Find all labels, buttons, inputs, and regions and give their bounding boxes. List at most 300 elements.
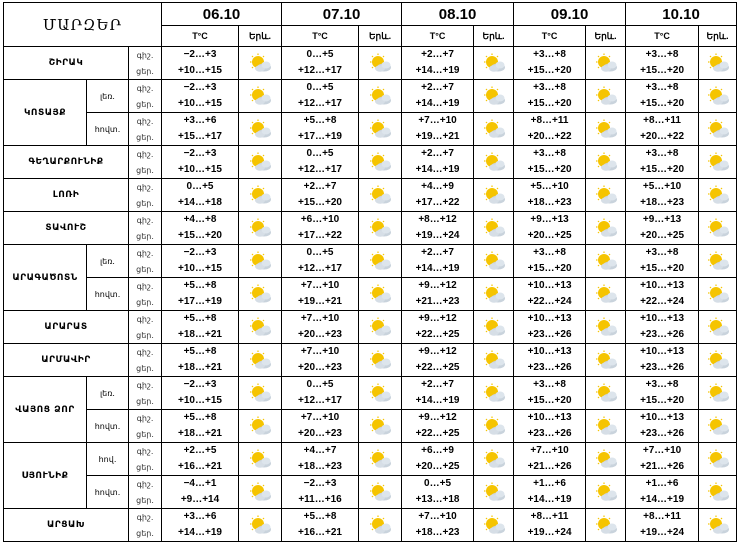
sun-behind-cloud-icon [705, 350, 731, 370]
sun-behind-cloud-icon [247, 86, 273, 106]
region-name: ԱՐԱԳԱԾՈՏՆ [4, 245, 87, 311]
night-temperature: +2…+7 [282, 179, 359, 196]
day-temperature: +10…+15 [162, 261, 239, 278]
day-temperature: +14…+19 [626, 492, 699, 509]
night-temperature: +7…+10 [626, 443, 699, 460]
day-temperature: +23…+26 [514, 360, 586, 377]
sun-behind-cloud-icon [367, 218, 393, 238]
night-label: գիշ. [129, 377, 162, 394]
day-temperature: +23…+26 [626, 426, 699, 443]
weather-icon-cell [359, 278, 402, 311]
sun-behind-cloud-icon [481, 482, 507, 502]
day-temperature: +14…+19 [402, 96, 474, 113]
night-temperature: −2…+3 [162, 245, 239, 262]
weather-icon-cell [699, 278, 737, 311]
date-header: 06.10 [162, 3, 282, 26]
sun-behind-cloud-icon [593, 119, 619, 139]
sun-behind-cloud-icon [593, 218, 619, 238]
sun-behind-cloud-icon [705, 482, 731, 502]
weather-icon-cell [474, 212, 514, 245]
sun-behind-cloud-icon [481, 515, 507, 535]
night-temperature: 0…+5 [282, 47, 359, 64]
sun-behind-cloud-icon [367, 350, 393, 370]
night-temperature: +10…+13 [514, 344, 586, 361]
night-temperature: +5…+8 [162, 410, 239, 427]
weather-icon-cell [359, 377, 402, 410]
day-label: ցեր. [129, 393, 162, 410]
temperature-column-header: T°C [626, 26, 699, 47]
weather-icon-cell [586, 113, 626, 146]
regions-header: ՄԱՐԶԵՐ [4, 3, 162, 47]
day-temperature: +15…+17 [162, 129, 239, 146]
day-temperature: +15…+20 [626, 162, 699, 179]
night-temperature: +8…+12 [402, 212, 474, 229]
night-temperature: +5…+8 [162, 278, 239, 295]
night-temperature: +5…+10 [626, 179, 699, 196]
day-temperature: +10…+15 [162, 63, 239, 80]
subregion-label: լեռ. [87, 245, 129, 278]
day-temperature: +12…+17 [282, 96, 359, 113]
day-label: ցեր. [129, 525, 162, 542]
night-temperature: +9…+12 [402, 311, 474, 328]
weather-icon-cell [239, 146, 282, 179]
day-temperature: +23…+26 [514, 327, 586, 344]
weather-icon-cell [359, 410, 402, 443]
night-temperature: +4…+8 [162, 212, 239, 229]
sun-behind-cloud-icon [481, 218, 507, 238]
day-temperature: +19…+24 [626, 525, 699, 542]
weather-icon-cell [586, 476, 626, 509]
night-temperature: 0…+5 [402, 476, 474, 493]
night-temperature: +8…+11 [514, 509, 586, 526]
sun-behind-cloud-icon [481, 449, 507, 469]
night-temperature: +5…+10 [514, 179, 586, 196]
subregion-label: հովտ. [87, 278, 129, 311]
night-temperature: +2…+5 [162, 443, 239, 460]
sun-behind-cloud-icon [593, 482, 619, 502]
sun-behind-cloud-icon [367, 53, 393, 73]
yerevan-icon-column-header: Երև. [239, 26, 282, 47]
night-temperature: 0…+5 [162, 179, 239, 196]
temperature-column-header: T°C [514, 26, 586, 47]
day-temperature: +12…+17 [282, 261, 359, 278]
night-temperature: +3…+8 [626, 377, 699, 394]
weather-icon-cell [359, 443, 402, 476]
night-temperature: +10…+13 [514, 410, 586, 427]
weather-icon-cell [699, 509, 737, 542]
day-temperature: +20…+22 [626, 129, 699, 146]
weather-icon-cell [239, 476, 282, 509]
sun-behind-cloud-icon [247, 284, 273, 304]
day-temperature: +11…+16 [282, 492, 359, 509]
night-temperature: +9…+12 [402, 410, 474, 427]
subregion-label: լեռ. [87, 80, 129, 113]
weather-icon-cell [239, 311, 282, 344]
night-temperature: +3…+6 [162, 113, 239, 130]
sun-behind-cloud-icon [593, 152, 619, 172]
day-label: ցեր. [129, 228, 162, 245]
weather-icon-cell [586, 80, 626, 113]
sun-behind-cloud-icon [481, 251, 507, 271]
subregion-label: հովտ. [87, 476, 129, 509]
temperature-column-header: T°C [282, 26, 359, 47]
day-temperature: +18…+23 [514, 195, 586, 212]
weather-icon-cell [359, 179, 402, 212]
day-temperature: +18…+23 [402, 525, 474, 542]
day-temperature: +17…+22 [282, 228, 359, 245]
weather-icon-cell [699, 47, 737, 80]
day-label: ցեր. [129, 327, 162, 344]
night-temperature: +3…+8 [626, 47, 699, 64]
weather-icon-cell [239, 443, 282, 476]
weather-icon-cell [359, 113, 402, 146]
sun-behind-cloud-icon [593, 86, 619, 106]
weather-icon-cell [359, 80, 402, 113]
night-temperature: +4…+9 [402, 179, 474, 196]
weather-icon-cell [239, 410, 282, 443]
weather-icon-cell [359, 212, 402, 245]
subregion-label: հովտ. [87, 410, 129, 443]
sun-behind-cloud-icon [593, 53, 619, 73]
day-label: ցեր. [129, 426, 162, 443]
day-label: ցեր. [129, 129, 162, 146]
weather-icon-cell [586, 179, 626, 212]
day-temperature: +19…+21 [282, 294, 359, 311]
night-temperature: +3…+8 [626, 245, 699, 262]
day-label: ցեր. [129, 459, 162, 476]
sun-behind-cloud-icon [705, 383, 731, 403]
sun-behind-cloud-icon [481, 119, 507, 139]
sun-behind-cloud-icon [593, 515, 619, 535]
temperature-column-header: T°C [162, 26, 239, 47]
night-temperature: −2…+3 [162, 146, 239, 163]
weather-icon-cell [699, 443, 737, 476]
sun-behind-cloud-icon [247, 119, 273, 139]
weather-icon-cell [586, 47, 626, 80]
sun-behind-cloud-icon [481, 416, 507, 436]
weather-icon-cell [586, 344, 626, 377]
night-temperature: +6…+10 [282, 212, 359, 229]
sun-behind-cloud-icon [593, 449, 619, 469]
sun-behind-cloud-icon [367, 416, 393, 436]
forecast-document [3, 2, 736, 538]
night-temperature: +5…+8 [282, 113, 359, 130]
weather-icon-cell [239, 377, 282, 410]
weather-icon-cell [474, 509, 514, 542]
sun-behind-cloud-icon [705, 416, 731, 436]
sun-behind-cloud-icon [705, 53, 731, 73]
day-temperature: +15…+20 [514, 162, 586, 179]
day-temperature: +12…+17 [282, 393, 359, 410]
sun-behind-cloud-icon [705, 515, 731, 535]
day-temperature: +20…+25 [514, 228, 586, 245]
sun-behind-cloud-icon [481, 383, 507, 403]
date-header: 07.10 [282, 3, 402, 26]
day-label: ցեր. [129, 96, 162, 113]
night-temperature: +3…+8 [514, 146, 586, 163]
sun-behind-cloud-icon [593, 185, 619, 205]
day-temperature: +12…+17 [282, 162, 359, 179]
day-label: ցեր. [129, 195, 162, 212]
weather-icon-cell [586, 212, 626, 245]
weather-icon-cell [699, 410, 737, 443]
region-name: ԱՐՑԱԽ [4, 509, 129, 542]
weather-icon-cell [474, 278, 514, 311]
sun-behind-cloud-icon [705, 284, 731, 304]
sun-behind-cloud-icon [593, 251, 619, 271]
weather-icon-cell [474, 344, 514, 377]
day-temperature: +20…+23 [282, 360, 359, 377]
sun-behind-cloud-icon [481, 284, 507, 304]
subregion-label: հովտ. [87, 113, 129, 146]
sun-behind-cloud-icon [247, 53, 273, 73]
day-temperature: +17…+19 [162, 294, 239, 311]
weather-icon-cell [699, 311, 737, 344]
day-temperature: +18…+23 [282, 459, 359, 476]
sun-behind-cloud-icon [367, 119, 393, 139]
night-temperature: +7…+10 [402, 509, 474, 526]
night-temperature: −4…+1 [162, 476, 239, 493]
night-temperature: +2…+7 [402, 47, 474, 64]
sun-behind-cloud-icon [367, 284, 393, 304]
sun-behind-cloud-icon [593, 416, 619, 436]
weather-icon-cell [239, 212, 282, 245]
night-label: գիշ. [129, 179, 162, 196]
night-temperature: +5…+8 [282, 509, 359, 526]
sun-behind-cloud-icon [247, 350, 273, 370]
weather-icon-cell [239, 80, 282, 113]
sun-behind-cloud-icon [705, 119, 731, 139]
night-temperature: +5…+8 [162, 344, 239, 361]
day-temperature: +12…+17 [282, 63, 359, 80]
sun-behind-cloud-icon [705, 185, 731, 205]
sun-behind-cloud-icon [247, 251, 273, 271]
night-temperature: −2…+3 [282, 476, 359, 493]
night-label: գիշ. [129, 476, 162, 493]
weather-icon-cell [239, 245, 282, 278]
day-temperature: +18…+21 [162, 360, 239, 377]
night-label: գիշ. [129, 47, 162, 64]
sun-behind-cloud-icon [247, 515, 273, 535]
weather-icon-cell [474, 80, 514, 113]
sun-behind-cloud-icon [481, 86, 507, 106]
yerevan-icon-column-header: Երև. [474, 26, 514, 47]
subregion-label: լեռ. [87, 377, 129, 410]
day-temperature: +19…+21 [402, 129, 474, 146]
subregion-label: հով. [87, 443, 129, 476]
day-temperature: +17…+19 [282, 129, 359, 146]
night-temperature: −2…+3 [162, 47, 239, 64]
day-temperature: +20…+23 [282, 426, 359, 443]
night-temperature: 0…+5 [282, 245, 359, 262]
region-name: ԼՈՌԻ [4, 179, 129, 212]
day-temperature: +19…+24 [402, 228, 474, 245]
day-temperature: +18…+21 [162, 426, 239, 443]
night-temperature: +2…+7 [402, 80, 474, 97]
sun-behind-cloud-icon [247, 218, 273, 238]
night-temperature: +5…+8 [162, 311, 239, 328]
day-temperature: +15…+20 [514, 96, 586, 113]
day-label: ցեր. [129, 63, 162, 80]
sun-behind-cloud-icon [705, 86, 731, 106]
region-name: ՏԱՎՈՒՇ [4, 212, 129, 245]
day-temperature: +15…+20 [282, 195, 359, 212]
day-temperature: +16…+21 [162, 459, 239, 476]
day-temperature: +15…+20 [626, 96, 699, 113]
weather-icon-cell [359, 311, 402, 344]
sun-behind-cloud-icon [367, 383, 393, 403]
sun-behind-cloud-icon [705, 152, 731, 172]
day-temperature: +21…+26 [626, 459, 699, 476]
day-temperature: +10…+15 [162, 96, 239, 113]
weather-icon-cell [474, 113, 514, 146]
weather-icon-cell [359, 476, 402, 509]
night-temperature: −2…+3 [162, 80, 239, 97]
weather-icon-cell [586, 377, 626, 410]
sun-behind-cloud-icon [481, 152, 507, 172]
night-temperature: +7…+10 [282, 410, 359, 427]
weather-icon-cell [586, 443, 626, 476]
weather-icon-cell [474, 443, 514, 476]
night-temperature: +10…+13 [626, 410, 699, 427]
night-temperature: +10…+13 [626, 278, 699, 295]
day-temperature: +19…+24 [514, 525, 586, 542]
night-temperature: +2…+7 [402, 146, 474, 163]
day-temperature: +14…+19 [402, 393, 474, 410]
weather-icon-cell [586, 410, 626, 443]
day-temperature: +23…+26 [626, 327, 699, 344]
day-temperature: +15…+20 [626, 261, 699, 278]
yerevan-icon-column-header: Երև. [699, 26, 737, 47]
night-temperature: 0…+5 [282, 80, 359, 97]
weather-icon-cell [359, 509, 402, 542]
night-temperature: +3…+8 [514, 47, 586, 64]
night-temperature: +10…+13 [514, 311, 586, 328]
weather-icon-cell [474, 245, 514, 278]
day-temperature: +20…+25 [626, 228, 699, 245]
weather-icon-cell [474, 410, 514, 443]
night-temperature: +7…+10 [282, 278, 359, 295]
day-temperature: +13…+18 [402, 492, 474, 509]
day-temperature: +10…+15 [162, 393, 239, 410]
sun-behind-cloud-icon [481, 317, 507, 337]
weather-icon-cell [239, 509, 282, 542]
weather-icon-cell [699, 146, 737, 179]
weather-icon-cell [359, 245, 402, 278]
weather-icon-cell [474, 47, 514, 80]
sun-behind-cloud-icon [247, 383, 273, 403]
sun-behind-cloud-icon [367, 185, 393, 205]
weather-icon-cell [239, 278, 282, 311]
sun-behind-cloud-icon [481, 350, 507, 370]
day-temperature: +22…+24 [626, 294, 699, 311]
weather-icon-cell [474, 476, 514, 509]
day-temperature: +20…+23 [282, 327, 359, 344]
sun-behind-cloud-icon [247, 449, 273, 469]
night-temperature: −2…+3 [162, 377, 239, 394]
day-temperature: +14…+19 [162, 525, 239, 542]
day-temperature: +14…+19 [402, 162, 474, 179]
weather-icon-cell [239, 47, 282, 80]
day-label: ցեր. [129, 294, 162, 311]
night-temperature: 0…+5 [282, 377, 359, 394]
day-temperature: +15…+20 [626, 63, 699, 80]
day-temperature: +17…+22 [402, 195, 474, 212]
region-name: ԱՐՄԱՎԻՐ [4, 344, 129, 377]
night-temperature: +3…+6 [162, 509, 239, 526]
weather-icon-cell [699, 344, 737, 377]
sun-behind-cloud-icon [247, 482, 273, 502]
region-name: ԿՈՏԱՅՔ [4, 80, 87, 146]
night-temperature: +8…+11 [514, 113, 586, 130]
night-temperature: +7…+10 [514, 443, 586, 460]
sun-behind-cloud-icon [593, 350, 619, 370]
sun-behind-cloud-icon [247, 185, 273, 205]
weather-icon-cell [359, 344, 402, 377]
night-temperature: +8…+11 [626, 509, 699, 526]
night-temperature: +3…+8 [626, 146, 699, 163]
sun-behind-cloud-icon [705, 218, 731, 238]
sun-behind-cloud-icon [247, 317, 273, 337]
night-temperature: +7…+10 [282, 344, 359, 361]
day-temperature: +18…+23 [626, 195, 699, 212]
sun-behind-cloud-icon [247, 416, 273, 436]
weather-icon-cell [699, 113, 737, 146]
sun-behind-cloud-icon [367, 515, 393, 535]
day-temperature: +14…+19 [402, 63, 474, 80]
day-temperature: +22…+25 [402, 426, 474, 443]
night-temperature: +10…+13 [626, 344, 699, 361]
region-name: ԱՐԱՐԱՏ [4, 311, 129, 344]
night-label: գիշ. [129, 311, 162, 328]
yerevan-icon-column-header: Երև. [359, 26, 402, 47]
weather-icon-cell [586, 278, 626, 311]
region-name: ՇԻՐԱԿ [4, 47, 129, 80]
sun-behind-cloud-icon [481, 185, 507, 205]
night-temperature: +9…+12 [402, 344, 474, 361]
day-label: ցեր. [129, 162, 162, 179]
day-temperature: +20…+25 [402, 459, 474, 476]
sun-behind-cloud-icon [481, 53, 507, 73]
day-temperature: +15…+20 [514, 261, 586, 278]
sun-behind-cloud-icon [593, 317, 619, 337]
weather-icon-cell [359, 47, 402, 80]
sun-behind-cloud-icon [367, 482, 393, 502]
night-temperature: +3…+8 [626, 80, 699, 97]
weather-icon-cell [239, 179, 282, 212]
night-label: գիշ. [129, 410, 162, 427]
weather-icon-cell [699, 245, 737, 278]
night-label: գիշ. [129, 245, 162, 262]
night-temperature: +9…+13 [626, 212, 699, 229]
region-name: ՎԱՅՈՑ ՁՈՐ [4, 377, 87, 443]
sun-behind-cloud-icon [367, 86, 393, 106]
sun-behind-cloud-icon [247, 152, 273, 172]
sun-behind-cloud-icon [705, 251, 731, 271]
day-temperature: +20…+22 [514, 129, 586, 146]
sun-behind-cloud-icon [367, 449, 393, 469]
night-label: գիշ. [129, 278, 162, 295]
date-header: 09.10 [514, 3, 626, 26]
sun-behind-cloud-icon [593, 284, 619, 304]
weather-icon-cell [699, 179, 737, 212]
day-temperature: +22…+24 [514, 294, 586, 311]
weather-icon-cell [474, 179, 514, 212]
day-temperature: +23…+26 [514, 426, 586, 443]
day-temperature: +15…+20 [626, 393, 699, 410]
sun-behind-cloud-icon [367, 317, 393, 337]
day-temperature: +21…+23 [402, 294, 474, 311]
